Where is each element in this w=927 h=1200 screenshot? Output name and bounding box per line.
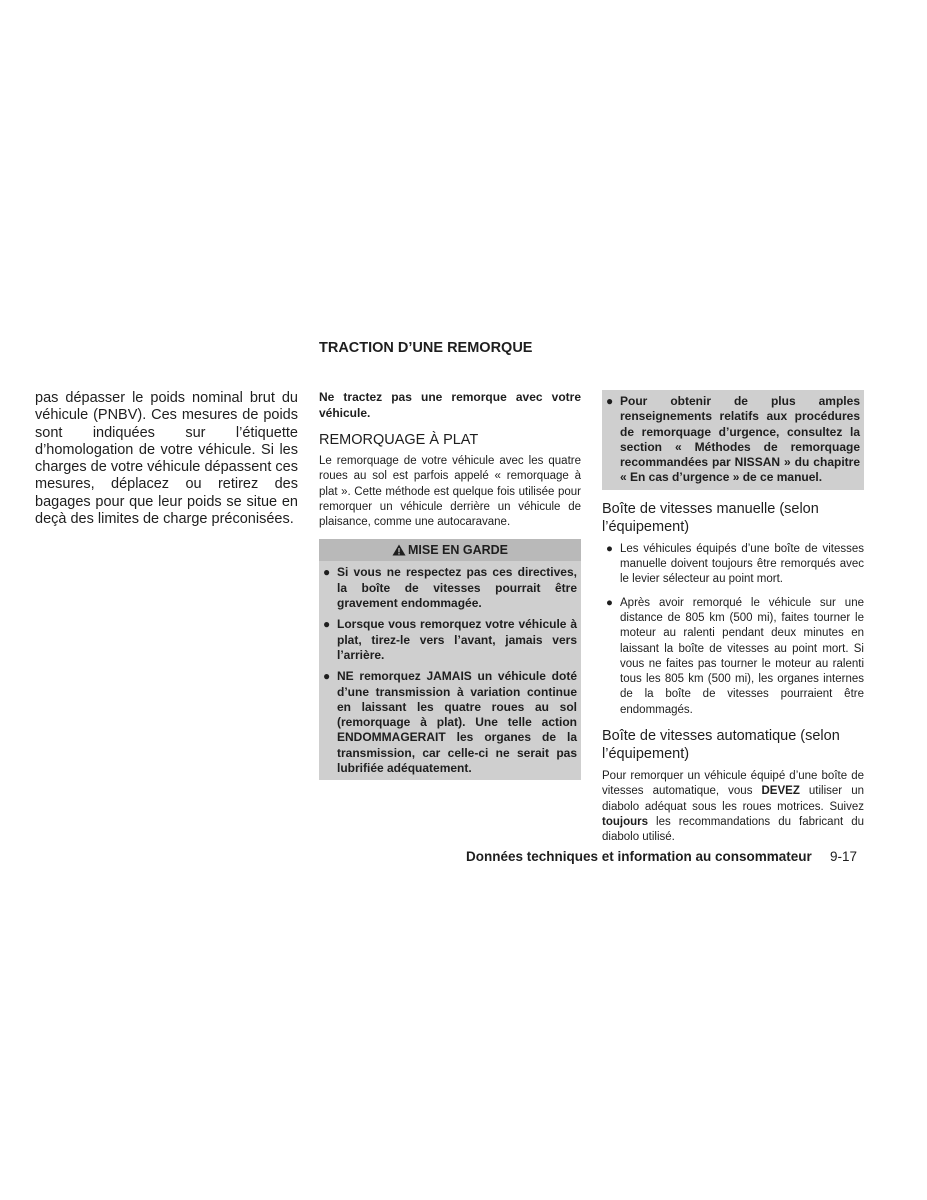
auto-text-1: Pour remorquer un véhicule équipé d’une boîte de vitesses automatique, vous [602, 770, 864, 798]
warning-item [319, 565, 577, 611]
flat-towing-paragraph: Le remorquage de votre véhicule avec les quatre roues au sol est parfois appelé « remorquage à plat ». Cette méthode est quelque fois utilisée pour remorquer un véhicule derrière un véhicule de plaisance, comme une autocaravane. [319, 455, 581, 529]
automatic-transmission-paragraph [602, 769, 864, 845]
column-1-text: pas dépasser le poids nominal brut du véhicule (PNBV). Ces mesures de poids sont indiquées sur l’étiquette d’homologation de votre véhicule. Si les charges de votre véhicule dépassent ces mesures, déplacez ou retirez des bagages pour que leur poids se situe en deçà des limites de charge préconisées. [35, 390, 298, 528]
warning-item-text: Si vous ne respectez pas ces directives, la boîte de vitesses pourrait être gravement endommagée. [337, 565, 577, 611]
auto-text-3: les recommandations du fabricant du diabolo utilisé. [602, 815, 864, 844]
section-title: TRACTION D’UNE REMORQUE [319, 340, 533, 356]
bullet-icon: ● [323, 565, 331, 580]
auto-text-bold-2: toujours [602, 815, 648, 828]
page-number: 9-17 [830, 849, 858, 864]
column-3 [602, 390, 864, 846]
manual-transmission-heading: Boîte de vitesses manuelle (selon l’équipement) [602, 500, 819, 535]
note-list [602, 394, 860, 486]
warning-header-label: MISE EN GARDE [407, 543, 508, 558]
warning-item-text: NE remorquez JAMAIS un véhicule doté d’une transmission à variation continue en laissant les quatre roues au sol (remorquage à plat). Une telle action ENDOMMAGERAIT les organes de la transmission, car celle-ci ne serait pas lubrifiée adéquatement. [337, 669, 577, 776]
note-item [602, 394, 860, 486]
column-2 [319, 390, 581, 780]
automatic-transmission-heading: Boîte de vitesses automatique (selon l’équipement) [602, 728, 840, 763]
manual-transmission-list [602, 542, 864, 718]
flat-towing-heading: REMORQUAGE À PLAT [319, 432, 479, 448]
bullet-icon: ● [606, 394, 614, 408]
warning-item [319, 617, 577, 663]
warning-item [319, 669, 577, 776]
warning-triangle-icon [392, 544, 406, 556]
warning-list [319, 565, 577, 776]
bullet-icon: ● [323, 617, 331, 632]
manual-item-text: Les véhicules équipés d’une boîte de vitesses manuelle doivent toujours être remorqués avec le levier sélecteur au point mort. [620, 542, 864, 586]
warning-header [319, 539, 581, 561]
warning-item-text: Lorsque vous remorquez votre véhicule à plat, tirez-le vers l’avant, jamais vers l’arrière. [337, 617, 577, 662]
auto-text-bold-1: DEVEZ [761, 785, 800, 798]
manual-item [602, 542, 864, 588]
warning-body [319, 561, 581, 780]
footer-chapter-title: Données techniques et information au consommateur [466, 849, 812, 864]
note-box [602, 390, 864, 490]
note-item-text: Pour obtenir de plus amples renseignements relatifs aux procédures de remorquage d’urgence, consultez la section « Méthodes de remorquage recommandées par NISSAN » du chapitre « En cas d’urgence » de ce manuel. [620, 394, 860, 485]
manual-item-text: Après avoir remorqué le véhicule sur une distance de 805 km (500 mi), faites tourner le moteur au ralenti pendant deux minutes en laissant la boîte de vitesses au point mort. Si vous ne faites pas tourner le moteur au ralenti tous les 805 km (500 mi), les organes internes de la boîte de vitesses pourraient être endommagés. [620, 596, 864, 716]
auto-text-2: utiliser un diabolo adéquat sous les roues motrices. Suivez [602, 785, 864, 813]
bullet-icon: ● [606, 542, 613, 555]
warning-box [319, 539, 581, 780]
intro-warning-text: Ne tractez pas une remorque avec votre véhicule. [319, 390, 581, 420]
bullet-icon: ● [606, 596, 613, 609]
bullet-icon: ● [323, 669, 331, 684]
manual-item [602, 596, 864, 718]
